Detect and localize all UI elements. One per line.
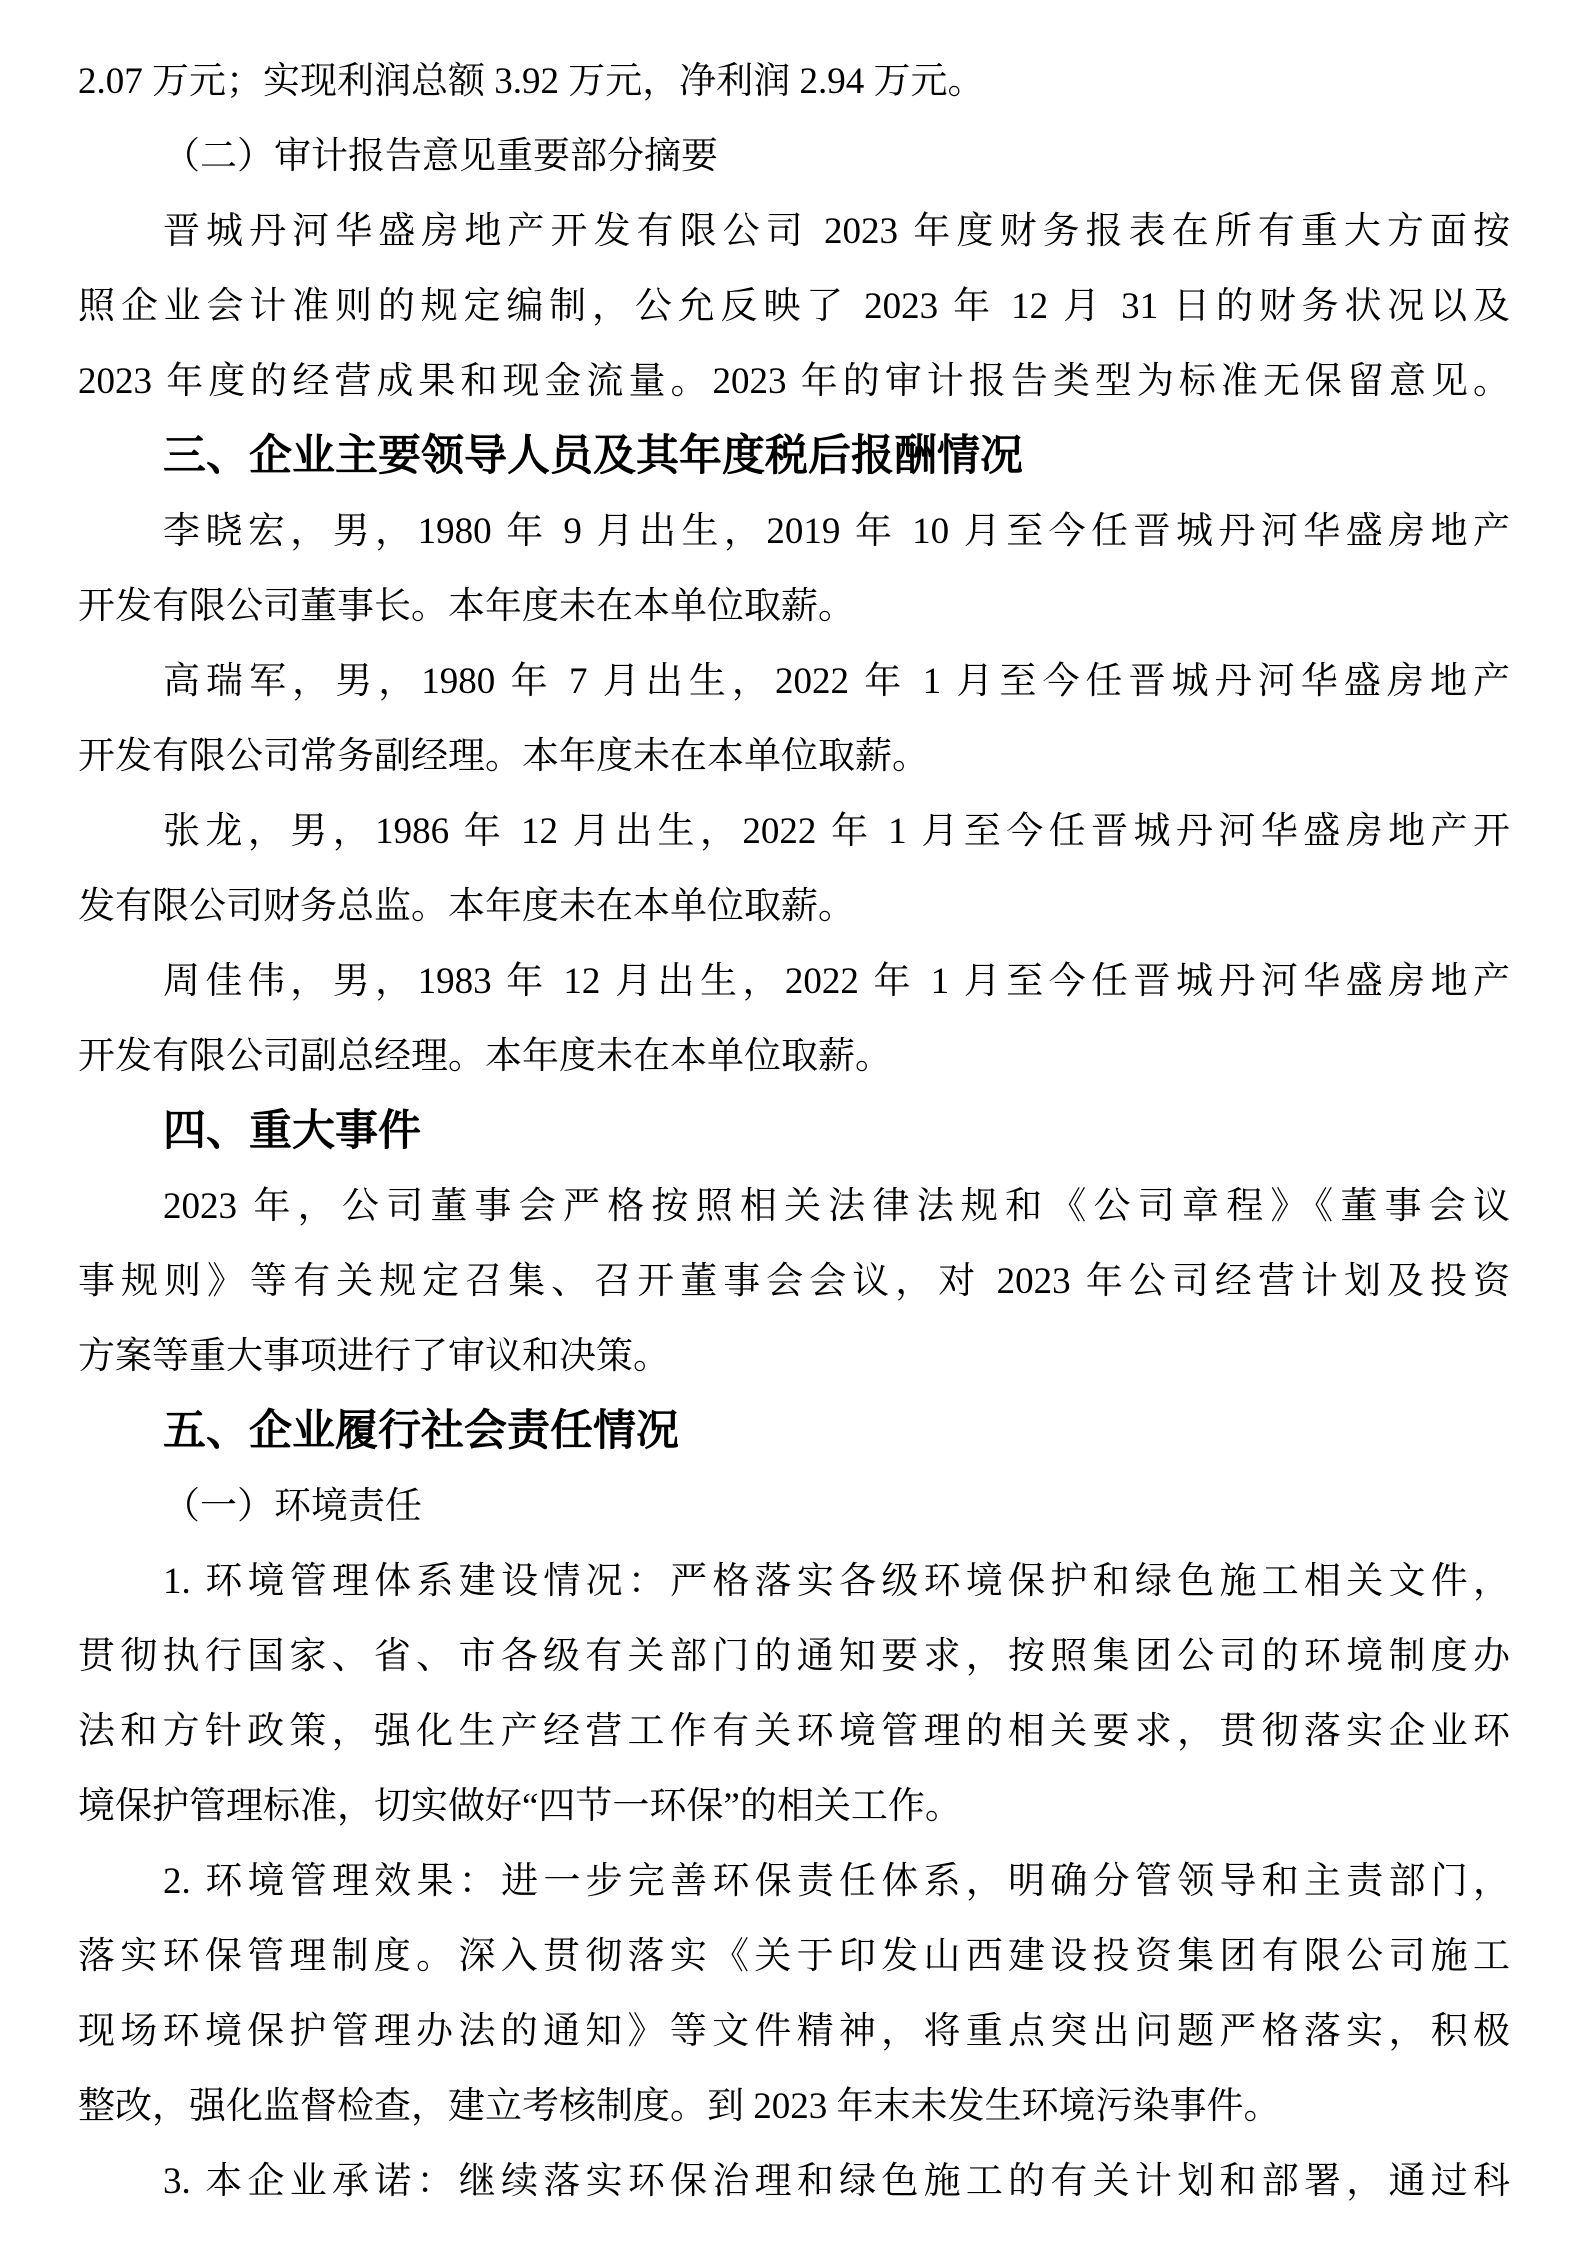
text-line: 整改，强化监督检查，建立考核制度。到 2023 年末未发生环境污染事件。 <box>78 2086 1281 2127</box>
text-line: 周佳伟，男，1983 年 12 月出生，2022 年 1 月至今任晋城丹河华盛房地产 <box>163 961 1510 1002</box>
text-line: 事规则》等有关规定召集、召开董事会会议，对 2023 年公司经营计划及投资 <box>78 1261 1510 1302</box>
text-line: 法和方针政策，强化生产经营工作有关环境管理的相关要求，贯彻落实企业环 <box>78 1711 1510 1752</box>
section-heading: 三、企业主要领导人员及其年度税后报酬情况 <box>163 432 1023 480</box>
text-line: 现场环境保护管理办法的通知》等文件精神，将重点突出问题严格落实，积极 <box>78 2011 1510 2052</box>
text-line: 1. 环境管理体系建设情况：严格落实各级环境保护和绿色施工相关文件， <box>163 1561 1510 1602</box>
text-line: 开发有限公司常务副经理。本年度未在本单位取薪。 <box>78 736 929 777</box>
subsection-heading: （二）审计报告意见重要部分摘要 <box>163 136 718 177</box>
text-line: 开发有限公司董事长。本年度未在本单位取薪。 <box>78 586 855 627</box>
text-line: 李晓宏，男，1980 年 9 月出生，2019 年 10 月至今任晋城丹河华盛房地产 <box>163 511 1510 552</box>
document-body <box>78 44 1510 2219</box>
text-line: 2. 环境管理效果：进一步完善环保责任体系，明确分管领导和主责部门， <box>163 1861 1510 1902</box>
section-heading: 四、重大事件 <box>163 1107 421 1155</box>
text-line: 境保护管理标准，切实做好“四节一环保”的相关工作。 <box>78 1786 962 1827</box>
text-line: 高瑞军，男，1980 年 7 月出生，2022 年 1 月至今任晋城丹河华盛房地产 <box>163 661 1510 702</box>
text-line: 2023 年，公司董事会严格按照相关法律法规和《公司章程》《董事会议 <box>163 1186 1510 1227</box>
text-line: 2023 年度的经营成果和现金流量。2023 年的审计报告类型为标准无保留意见。 <box>78 361 1510 402</box>
subsection-heading: （一）环境责任 <box>163 1486 422 1527</box>
text-line: 晋城丹河华盛房地产开发有限公司 2023 年度财务报表在所有重大方面按 <box>163 211 1510 252</box>
text-line: 发有限公司财务总监。本年度未在本单位取薪。 <box>78 886 855 927</box>
text-line: 方案等重大事项进行了审议和决策。 <box>78 1336 670 1377</box>
section-heading: 五、企业履行社会责任情况 <box>163 1407 679 1455</box>
text-line: 3. 本企业承诺：继续落实环保治理和绿色施工的有关计划和部署，通过科 <box>163 2161 1510 2202</box>
text-line: 落实环保管理制度。深入贯彻落实《关于印发山西建设投资集团有限公司施工 <box>78 1936 1510 1977</box>
text-line: 2.07 万元；实现利润总额 3.92 万元，净利润 2.94 万元。 <box>78 61 985 102</box>
text-line: 张龙，男，1986 年 12 月出生，2022 年 1 月至今任晋城丹河华盛房地产开 <box>163 811 1510 852</box>
text-line: 贯彻执行国家、省、市各级有关部门的通知要求，按照集团公司的环境制度办 <box>78 1636 1510 1677</box>
text-line: 开发有限公司副总经理。本年度未在本单位取薪。 <box>78 1036 892 1077</box>
text-line: 照企业会计准则的规定编制，公允反映了 2023 年 12 月 31 日的财务状况以及 <box>78 286 1510 327</box>
